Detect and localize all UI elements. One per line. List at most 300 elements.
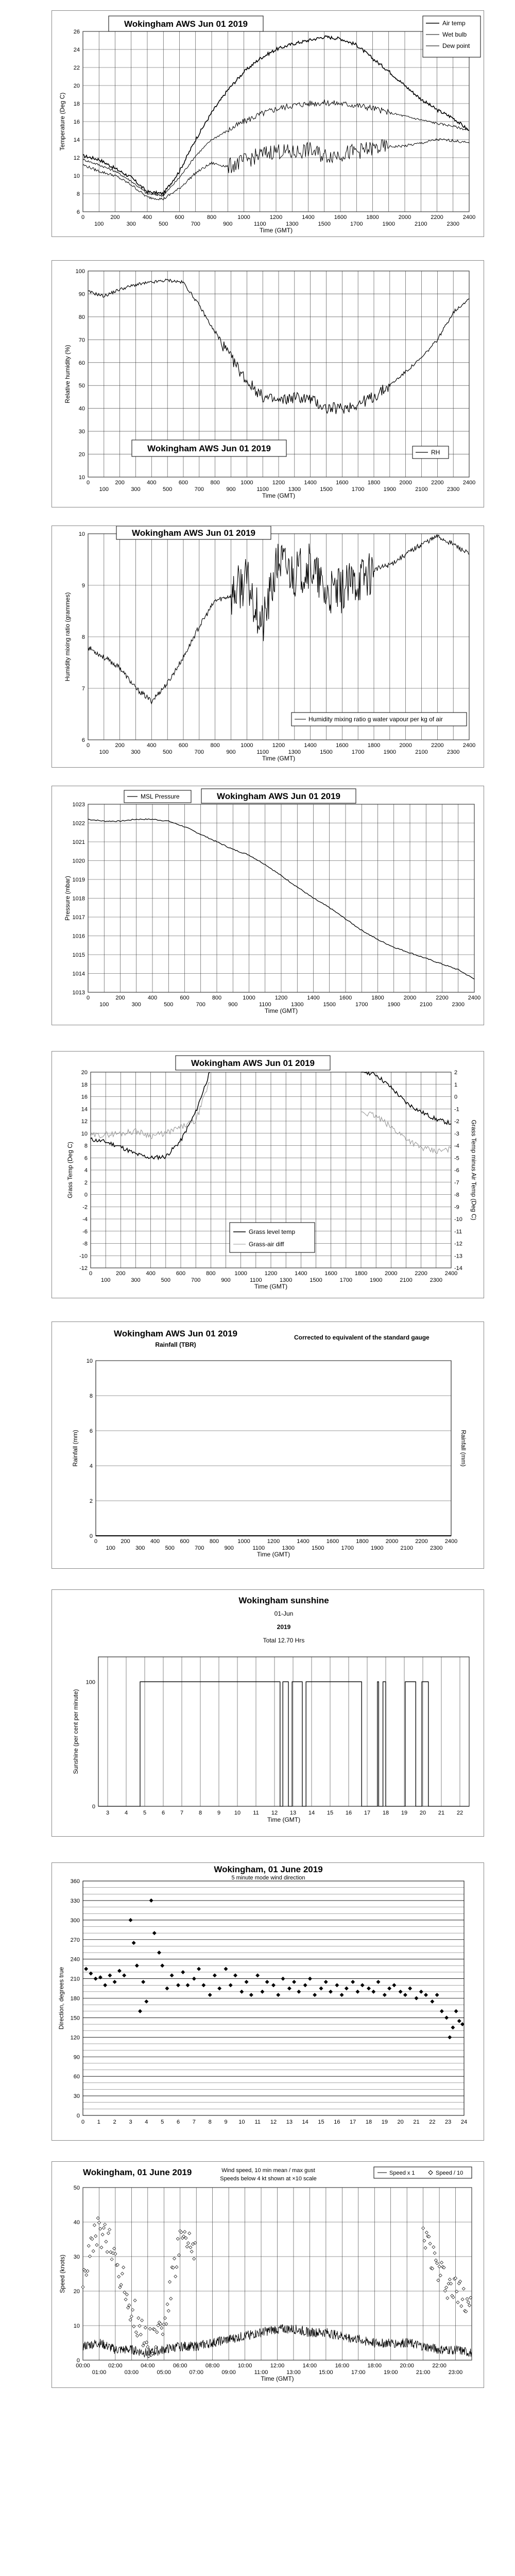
legend-label: Grass level temp <box>249 1228 296 1235</box>
x-tick-label: 1400 <box>304 480 317 486</box>
x-tick-label: 900 <box>228 1002 238 1008</box>
mixing-ratio-chart <box>52 526 484 767</box>
x-tick-label: 20 <box>419 1810 426 1816</box>
x-tick-label: 17 <box>364 1810 371 1816</box>
x-tick-label: 01:00 <box>92 2369 107 2376</box>
y2-tick-label: 2 <box>454 1070 458 1076</box>
x-tick-label: 0 <box>89 1270 93 1277</box>
y-axis-label: Temperature (Deg C) <box>59 92 66 151</box>
y-axis-label: Pressure (mbar) <box>64 876 71 921</box>
x-tick-label: 1 <box>97 2119 100 2125</box>
x-tick-label: 500 <box>162 486 173 493</box>
x-tick-label: 1400 <box>302 214 315 221</box>
x-tick-label: 2200 <box>431 742 444 749</box>
y-tick-label: 70 <box>78 337 85 344</box>
x-tick-label: 1700 <box>351 749 365 755</box>
temperature-chart-panel <box>52 10 484 237</box>
y-tick-label: 20 <box>81 1070 88 1076</box>
x-axis-label: Time (GMT) <box>267 1816 301 1823</box>
x-tick-label: 1400 <box>307 995 320 1001</box>
y-tick-label: -12 <box>79 1265 88 1272</box>
x-tick-label: 2000 <box>385 1270 398 1277</box>
x-tick-label: 10 <box>234 1810 241 1816</box>
x-tick-label: 1600 <box>336 742 349 749</box>
x-tick-label: 500 <box>164 1002 174 1008</box>
x-tick-label: 11 <box>254 2119 261 2125</box>
y-tick-label: 100 <box>75 268 85 275</box>
x-tick-label: 500 <box>159 221 168 227</box>
x-tick-label: 1500 <box>320 486 333 493</box>
x-tick-label: 300 <box>131 1002 141 1008</box>
x-tick-label: 1800 <box>371 995 384 1001</box>
x-tick-label: 2000 <box>403 995 417 1001</box>
x-tick-label: 19 <box>381 2119 388 2125</box>
relative-humidity-chart <box>52 261 484 507</box>
x-tick-label: 800 <box>210 742 220 749</box>
x-tick-label: 2000 <box>399 480 412 486</box>
x-tick-label: 14:00 <box>302 2363 317 2369</box>
x-tick-label: 20 <box>397 2119 404 2125</box>
y-tick-label: 30 <box>78 429 85 435</box>
x-tick-label: 3 <box>106 1810 110 1816</box>
chart-title: Wokingham AWS Jun 01 2019 <box>217 791 340 801</box>
y-tick-label: 50 <box>73 2185 80 2191</box>
x-tick-label: 200 <box>115 995 125 1001</box>
x-tick-label: 11 <box>253 1810 259 1816</box>
y2-axis-label: Rainfall (mm) <box>460 1430 467 1467</box>
y-tick-label: 16 <box>81 1094 88 1100</box>
x-tick-label: 0 <box>94 1538 98 1545</box>
x-tick-label: 1100 <box>259 1002 271 1008</box>
x-tick-label: 1200 <box>272 742 285 749</box>
sunshine-chart-panel <box>52 1589 484 1837</box>
x-tick-label: 7 <box>180 1810 184 1816</box>
x-tick-label: 20:00 <box>400 2363 414 2369</box>
x-tick-label: 700 <box>194 749 204 755</box>
chart-subtitle: Wind speed, 10 min mean / max gust <box>221 2167 315 2174</box>
legend-box <box>230 1223 315 1252</box>
y2-tick-label: -13 <box>454 1253 462 1260</box>
x-tick-label: 12:00 <box>270 2363 285 2369</box>
x-tick-label: 2200 <box>415 1270 427 1277</box>
x-tick-label: 15:00 <box>319 2369 333 2376</box>
x-tick-label: 2000 <box>385 1538 399 1545</box>
x-tick-label: 300 <box>135 1545 145 1551</box>
x-tick-label: 23:00 <box>448 2369 463 2376</box>
legend-label: Grass-air diff <box>249 1241 284 1248</box>
x-tick-label: 1000 <box>241 742 253 749</box>
x-tick-label: 900 <box>226 486 236 493</box>
x-tick-label: 2100 <box>415 486 428 493</box>
x-tick-label: 03:00 <box>124 2369 139 2376</box>
y-tick-label: 20 <box>73 2289 80 2295</box>
x-tick-label: 1800 <box>367 480 381 486</box>
chart-title: Wokingham AWS Jun 01 2019 <box>147 444 271 453</box>
x-tick-label: 600 <box>178 742 188 749</box>
y-tick-label: 10 <box>81 1130 88 1137</box>
rainfall-chart <box>52 1322 484 1568</box>
x-tick-label: 1300 <box>286 221 299 227</box>
x-tick-label: 100 <box>94 221 104 227</box>
x-tick-label: 21 <box>413 2119 420 2125</box>
y-tick-label: 0 <box>89 1533 93 1539</box>
x-tick-label: 1100 <box>256 749 269 755</box>
chart-year: 2019 <box>277 1623 291 1631</box>
x-axis-label: Time (GMT) <box>262 755 296 762</box>
x-axis-label: Time (GMT) <box>256 1551 290 1558</box>
x-tick-label: 0 <box>86 480 90 486</box>
x-axis-label: Time (GMT) <box>259 227 293 234</box>
y-tick-label: 20 <box>78 451 85 458</box>
x-tick-label: 5 <box>161 2119 164 2125</box>
y2-tick-label: -5 <box>454 1155 459 1162</box>
y-tick-label: 60 <box>78 360 85 366</box>
x-tick-label: 900 <box>224 1545 234 1551</box>
y-tick-label: 1015 <box>72 952 85 958</box>
y-tick-label: 1020 <box>72 858 85 865</box>
x-tick-label: 2200 <box>431 480 444 486</box>
chart-title: Wokingham AWS Jun 01 2019 <box>191 1058 315 1068</box>
y-tick-label: 240 <box>70 1956 80 1963</box>
x-tick-label: 100 <box>99 1002 109 1008</box>
x-tick-label: 1000 <box>241 480 253 486</box>
x-tick-label: 1800 <box>356 1538 369 1545</box>
wind-speed-chart <box>52 2162 484 2387</box>
x-tick-label: 300 <box>131 749 141 755</box>
x-tick-label: 200 <box>121 1538 130 1545</box>
x-tick-label: 700 <box>194 486 204 493</box>
y-tick-label: 18 <box>73 101 80 107</box>
x-tick-label: 500 <box>162 749 173 755</box>
y-tick-label: 1018 <box>72 895 85 902</box>
x-tick-label: 5 <box>143 1810 147 1816</box>
x-tick-label: 1500 <box>323 1002 336 1008</box>
y-tick-label: -6 <box>82 1228 88 1235</box>
x-tick-label: 12 <box>271 1810 278 1816</box>
x-tick-label: 700 <box>191 221 200 227</box>
y2-tick-label: -3 <box>454 1130 459 1137</box>
x-tick-label: 3 <box>129 2119 132 2125</box>
x-tick-label: 22 <box>456 1810 464 1816</box>
x-tick-label: 1000 <box>234 1270 247 1277</box>
x-tick-label: 600 <box>178 480 188 486</box>
y-tick-label: 12 <box>81 1118 88 1125</box>
y-tick-label: 1022 <box>72 820 85 827</box>
x-tick-label: 11:00 <box>254 2369 268 2376</box>
y-axis-label: Speed (knots) <box>59 2255 66 2293</box>
legend-label: Air temp <box>442 20 466 27</box>
x-tick-label: 2100 <box>400 1277 413 1283</box>
y-tick-label: 1014 <box>72 971 85 977</box>
x-tick-label: 1400 <box>295 1270 307 1277</box>
pressure-chart <box>52 786 484 1025</box>
x-tick-label: 1700 <box>351 486 365 493</box>
y2-tick-label: -4 <box>454 1143 459 1149</box>
x-tick-label: 9 <box>224 2119 228 2125</box>
x-tick-label: 23 <box>445 2119 452 2125</box>
x-tick-label: 16 <box>334 2119 340 2125</box>
pressure-chart-panel <box>52 786 484 1025</box>
x-tick-label: 1100 <box>256 486 269 493</box>
x-tick-label: 16:00 <box>335 2363 350 2369</box>
x-tick-label: 100 <box>99 486 109 493</box>
y2-tick-label: 0 <box>454 1094 458 1100</box>
y-tick-label: 7 <box>81 686 85 692</box>
x-tick-label: 0 <box>81 214 85 221</box>
grass-temperature-chart <box>52 1052 484 1298</box>
y-tick-label: -8 <box>82 1241 88 1247</box>
y-tick-label: 10 <box>78 474 85 481</box>
x-tick-label: 2400 <box>468 995 481 1001</box>
x-tick-label: 2300 <box>430 1545 443 1551</box>
x-axis-label: Time (GMT) <box>264 1007 298 1014</box>
x-tick-label: 0 <box>81 2119 85 2125</box>
mixing-ratio-chart-panel <box>52 526 484 768</box>
y-tick-label: 18 <box>81 1081 88 1088</box>
y2-tick-label: -11 <box>454 1228 462 1235</box>
y2-tick-label: -7 <box>454 1179 459 1186</box>
y-tick-label: 0 <box>84 1192 88 1198</box>
x-tick-label: 1700 <box>341 1545 354 1551</box>
y2-tick-label: -10 <box>454 1216 462 1223</box>
plot-area <box>96 1361 451 1536</box>
x-tick-label: 1600 <box>324 1270 337 1277</box>
y-tick-label: 10 <box>78 531 85 537</box>
x-tick-label: 1900 <box>387 1002 400 1008</box>
x-tick-label: 24 <box>460 2119 468 2125</box>
y-axis-label: Sunshine (per cent per minute) <box>72 1689 79 1774</box>
x-axis-label: Time (GMT) <box>261 2375 294 2382</box>
x-tick-label: 1900 <box>383 486 397 493</box>
x-tick-label: 10:00 <box>237 2363 252 2369</box>
x-tick-label: 0 <box>86 995 90 1001</box>
x-tick-label: 1700 <box>339 1277 353 1283</box>
x-tick-label: 1200 <box>267 1538 280 1545</box>
chart-total: Total 12.70 Hrs <box>263 1637 305 1644</box>
x-tick-label: 1200 <box>264 1270 278 1277</box>
x-tick-label: 14 <box>308 1810 315 1816</box>
y-tick-label: 150 <box>70 2015 80 2022</box>
x-tick-label: 700 <box>191 1277 201 1283</box>
x-tick-label: 500 <box>161 1277 171 1283</box>
x-tick-label: 2100 <box>415 749 428 755</box>
x-tick-label: 2300 <box>452 1002 465 1008</box>
grass-temp-chart-panel <box>52 1051 484 1298</box>
y-tick-label: 90 <box>78 291 85 298</box>
x-tick-label: 8 <box>198 1810 202 1816</box>
x-tick-label: 14 <box>302 2119 308 2125</box>
y-tick-label: 1017 <box>72 914 85 921</box>
x-tick-label: 1400 <box>297 1538 310 1545</box>
chart-title: Wokingham, 01 June 2019 <box>83 2167 192 2177</box>
x-tick-label: 7 <box>192 2119 196 2125</box>
y-tick-label: 8 <box>84 1143 88 1149</box>
x-tick-label: 10 <box>238 2119 245 2125</box>
wind-direction-chart <box>52 1863 484 2140</box>
x-tick-label: 21:00 <box>416 2369 431 2376</box>
x-tick-label: 8 <box>208 2119 212 2125</box>
y-tick-label: 20 <box>73 83 80 89</box>
rainfall-chart-panel <box>52 1321 484 1569</box>
x-tick-label: 0 <box>86 742 90 749</box>
y-tick-label: 0 <box>92 1804 95 1810</box>
x-axis-label: Time (GMT) <box>254 1283 288 1290</box>
x-tick-label: 2100 <box>400 1545 413 1551</box>
x-tick-label: 2 <box>113 2119 116 2125</box>
x-tick-label: 1000 <box>237 214 250 221</box>
wind-direction-chart-panel <box>52 1862 484 2141</box>
y-tick-label: 24 <box>73 47 80 53</box>
y-tick-label: 4 <box>84 1167 88 1174</box>
y-tick-label: 40 <box>73 2219 80 2226</box>
plot-area <box>98 1657 469 1806</box>
y-axis-label: Rainfall (mm) <box>72 1430 79 1467</box>
y-tick-label: 6 <box>81 737 85 743</box>
x-tick-label: 600 <box>176 1270 186 1277</box>
x-tick-label: 2400 <box>444 1270 458 1277</box>
x-tick-label: 1600 <box>339 995 352 1001</box>
y-tick-label: 10 <box>73 2323 80 2329</box>
x-tick-label: 1500 <box>318 221 331 227</box>
x-tick-label: 12 <box>270 2119 277 2125</box>
x-tick-label: 1000 <box>243 995 255 1001</box>
x-tick-label: 6 <box>161 1810 165 1816</box>
x-tick-label: 2300 <box>447 749 460 755</box>
y-tick-label: 6 <box>84 1155 88 1162</box>
x-tick-label: 2400 <box>462 742 476 749</box>
x-tick-label: 05:00 <box>157 2369 171 2376</box>
x-tick-label: 2200 <box>415 1538 428 1545</box>
y-tick-label: 6 <box>89 1428 93 1434</box>
chart-note: Speeds below 4 kt shown at ×10 scale <box>220 2176 317 2182</box>
x-tick-label: 00:00 <box>76 2363 90 2369</box>
x-tick-label: 4 <box>145 2119 148 2125</box>
legend-label: RH <box>431 449 440 456</box>
y-tick-label: 50 <box>78 383 85 389</box>
y-tick-label: -4 <box>82 1216 88 1223</box>
x-tick-label: 08:00 <box>205 2363 220 2369</box>
chart-note: Corrected to equivalent of the standard gauge <box>294 1334 430 1341</box>
y-tick-label: 2 <box>89 1498 93 1504</box>
x-tick-label: 19 <box>401 1810 408 1816</box>
x-tick-label: 400 <box>147 480 157 486</box>
x-tick-label: 1300 <box>279 1277 293 1283</box>
x-tick-label: 200 <box>115 742 125 749</box>
x-tick-label: 1700 <box>350 221 363 227</box>
y2-tick-label: -9 <box>454 1204 459 1211</box>
y-tick-label: 30 <box>73 2254 80 2260</box>
x-tick-label: 800 <box>212 995 222 1001</box>
y-tick-label: 270 <box>70 1937 80 1943</box>
y-tick-label: 4 <box>89 1463 93 1469</box>
x-tick-label: 1300 <box>288 486 301 493</box>
x-tick-label: 900 <box>226 749 236 755</box>
x-tick-label: 1800 <box>367 742 381 749</box>
y-tick-label: 40 <box>78 405 85 412</box>
x-tick-label: 1500 <box>320 749 333 755</box>
x-tick-label: 300 <box>131 486 141 493</box>
y-tick-label: 1021 <box>72 839 85 845</box>
chart-title: Wokingham, 01 June 2019 <box>214 1865 323 1874</box>
x-tick-label: 1100 <box>250 1277 262 1283</box>
y-tick-label: 1016 <box>72 933 85 940</box>
x-tick-label: 700 <box>195 1545 204 1551</box>
x-tick-label: 1600 <box>334 214 347 221</box>
x-tick-label: 1300 <box>291 1002 304 1008</box>
x-tick-label: 200 <box>115 480 125 486</box>
y-tick-label: 10 <box>73 173 80 179</box>
x-tick-label: 1200 <box>274 995 288 1001</box>
chart-title: Wokingham AWS Jun 01 2019 <box>124 19 248 29</box>
y-axis-label: Humidity mixing ratio (grammes) <box>64 592 71 682</box>
x-tick-label: 200 <box>116 1270 126 1277</box>
sunshine-chart <box>52 1590 484 1836</box>
x-tick-label: 02:00 <box>108 2363 123 2369</box>
x-tick-label: 1200 <box>269 214 283 221</box>
y-tick-label: 60 <box>73 2074 80 2080</box>
legend-label: Speed x 1 <box>389 2170 415 2176</box>
x-tick-label: 18 <box>365 2119 372 2125</box>
x-tick-label: 22:00 <box>432 2363 447 2369</box>
y-tick-label: -10 <box>79 1253 88 1260</box>
x-tick-label: 1800 <box>354 1270 368 1277</box>
y-tick-label: -2 <box>82 1204 88 1211</box>
x-tick-label: 4 <box>124 1810 128 1816</box>
x-tick-label: 1600 <box>336 480 349 486</box>
x-tick-label: 600 <box>175 214 184 221</box>
y-tick-label: 1013 <box>72 990 85 996</box>
x-tick-label: 100 <box>99 749 109 755</box>
x-tick-label: 400 <box>147 995 158 1001</box>
y-tick-label: 90 <box>73 2054 80 2061</box>
x-tick-label: 1400 <box>304 742 317 749</box>
y2-tick-label: -12 <box>454 1241 462 1247</box>
x-tick-label: 1800 <box>366 214 379 221</box>
x-tick-label: 900 <box>221 1277 231 1283</box>
legend-label: MSL Pressure <box>141 793 180 800</box>
x-tick-label: 600 <box>180 995 190 1001</box>
x-tick-label: 1300 <box>282 1545 295 1551</box>
humidity-chart-panel <box>52 260 484 507</box>
x-tick-label: 1100 <box>253 221 266 227</box>
y2-tick-label: -2 <box>454 1118 459 1125</box>
x-tick-label: 2400 <box>462 214 476 221</box>
y2-tick-label: -8 <box>454 1192 459 1198</box>
y-tick-label: 9 <box>81 583 85 589</box>
x-tick-label: 16 <box>345 1810 352 1816</box>
y-tick-label: 8 <box>76 191 80 197</box>
y-tick-label: 80 <box>78 314 85 320</box>
x-tick-label: 09:00 <box>221 2369 236 2376</box>
x-tick-label: 100 <box>106 1545 115 1551</box>
chart-title: Wokingham AWS Jun 01 2019 <box>114 1329 237 1338</box>
y2-tick-label: 1 <box>454 1081 458 1088</box>
y-tick-label: 1023 <box>72 802 85 808</box>
x-tick-label: 2400 <box>462 480 476 486</box>
x-tick-label: 1900 <box>369 1277 383 1283</box>
x-tick-label: 400 <box>147 742 157 749</box>
x-tick-label: 700 <box>196 1002 205 1008</box>
x-tick-label: 1600 <box>326 1538 339 1545</box>
x-tick-label: 1700 <box>355 1002 368 1008</box>
temperature-chart <box>52 11 484 236</box>
x-tick-label: 800 <box>210 480 220 486</box>
y-tick-label: 16 <box>73 119 80 125</box>
x-tick-label: 1100 <box>252 1545 265 1551</box>
y-axis-label: Direction, degrees true <box>58 1967 65 2030</box>
x-tick-label: 2400 <box>444 1538 458 1545</box>
x-tick-label: 900 <box>223 221 233 227</box>
